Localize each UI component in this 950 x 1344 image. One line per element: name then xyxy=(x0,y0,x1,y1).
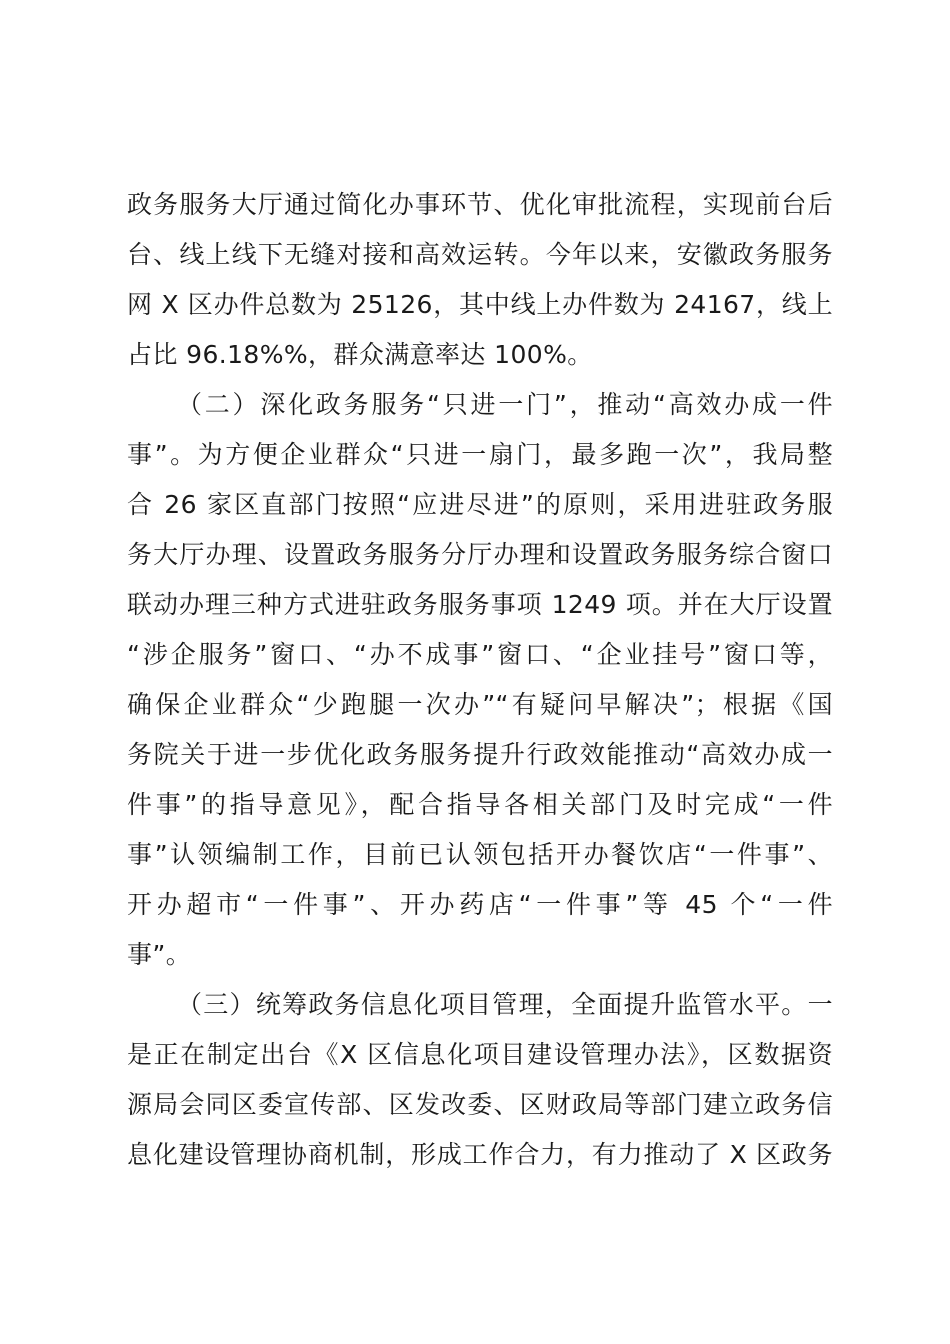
text-line: 息化建设管理协商机制，形成工作合力，有力推动了 X 区政务 xyxy=(127,1140,833,1169)
text-line: 确保企业群众“少跑腿一次办”“有疑问早解决”；根据《国 xyxy=(127,690,833,719)
document-body xyxy=(127,180,833,1180)
text-line: 台、线上线下无缝对接和高效运转。今年以来，安徽政务服务 xyxy=(127,240,833,269)
text-line: 联动办理三种方式进驻政务服务事项 1249 项。并在大厅设置 xyxy=(127,590,833,619)
text-line: 占比 96.18%%，群众满意率达 100%。 xyxy=(127,340,593,369)
text-line: 是正在制定出台《X 区信息化项目建设管理办法》，区数据资 xyxy=(127,1040,833,1069)
text-line: 源局会同区委宣传部、区发改委、区财政局等部门建立政务信 xyxy=(127,1090,833,1119)
text-line: 开办超市“一件事”、开办药店“一件事”等 45 个“一件 xyxy=(127,890,833,919)
text-line: 合 26 家区直部门按照“应进尽进”的原则，采用进驻政务服 xyxy=(127,490,833,519)
text-line: 事”。为方便企业群众“只进一扇门，最多跑一次”，我局整 xyxy=(127,440,833,469)
section-heading-line: （二）深化政务服务“只进一门”，推动“高效办成一件 xyxy=(177,390,833,419)
text-line: 政务服务大厅通过简化办事环节、优化审批流程，实现前台后 xyxy=(127,190,833,219)
text-line: 网 X 区办件总数为 25126，其中线上办件数为 24167，线上 xyxy=(127,290,833,319)
text-line: 务大厅办理、设置政务服务分厅办理和设置政务服务综合窗口 xyxy=(127,540,833,569)
text-line: 事”。 xyxy=(127,940,192,969)
section-heading-line: （三）统筹政务信息化项目管理，全面提升监管水平。一 xyxy=(177,990,833,1019)
text-line: “涉企服务”窗口、“办不成事”窗口、“企业挂号”窗口等， xyxy=(127,640,833,669)
text-line: 事”认领编制工作，目前已认领包括开办餐饮店“一件事”、 xyxy=(127,840,833,869)
text-line: 务院关于进一步优化政务服务提升行政效能推动“高效办成一 xyxy=(127,740,833,769)
text-line: 件事”的指导意见》，配合指导各相关部门及时完成“一件 xyxy=(127,790,833,819)
